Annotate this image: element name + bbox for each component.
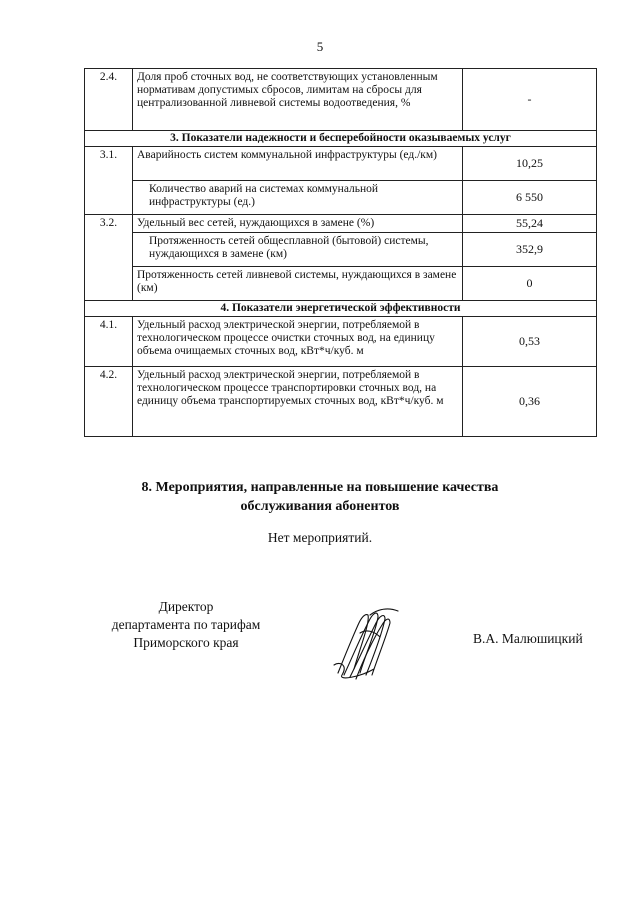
table-subrow [85,181,597,215]
subrow-value: 6 550 [463,181,597,215]
row-value: 0,53 [463,317,597,367]
table-subrow [85,267,597,301]
row-value: - [463,69,597,131]
row-value: 55,24 [463,215,597,233]
row-name: Доля проб сточных вод, не соответствующих установленным нормативам допустимых сбросов, лимитам на сбросы для централизованной ливневой системы водоотведения, % [133,69,463,131]
indicators-table [84,68,597,437]
section-row [85,301,597,317]
subrow-name: Протяженность сетей общесплавной (бытовой) системы, нуждающихся в замене (км) [133,233,463,267]
row-name: Аварийность систем коммунальной инфраструктуры (ед./км) [133,147,463,181]
no-measures-text: Нет мероприятий. [267,530,373,545]
table-row [85,367,597,437]
row-value: 10,25 [463,147,597,181]
table-row [85,147,597,181]
subrow-value: 0 [463,267,597,301]
signatory-region: Приморского края [133,635,239,650]
section-8-heading [0,478,640,516]
row-number: 4.2. [85,367,133,437]
row-number: 2.4. [85,69,133,131]
indicators-table-container [84,68,596,437]
table-row [85,317,597,367]
section-8-heading-line2: обслуживания абонентов [240,499,400,514]
section-title: 3. Показатели надежности и бесперебойности оказываемых услуг [85,131,597,147]
signatory-name: В.А. Малюшицкий [473,631,583,646]
row-name: Удельный расход электрической энергии, потребляемой в технологическом процессе транспортировки сточных вод, на единицу объема транспортируемых сточных вод, кВт*ч/куб. м [133,367,463,437]
row-name: Удельный расход электрической энергии, потребляемой в технологическом процессе очистки сточных вод, на единицу объема очищаемых сточных вод, кВт*ч/куб. м [133,317,463,367]
table-row [85,215,597,233]
handwritten-signature [330,603,400,683]
subrow-value: 352,9 [463,233,597,267]
section-8-heading-line1: 8. Мероприятия, направленные на повышение качества [141,480,499,495]
signatory-title: Директор [158,599,214,614]
section-title: 4. Показатели энергетической эффективности [85,301,597,317]
subrow-name: Протяженность сетей ливневой системы, нуждающихся в замене (км) [133,267,463,301]
row-number: 4.1. [85,317,133,367]
signatory-department: департамента по тарифам [111,617,261,632]
table-row [85,69,597,131]
row-number: 3.1. [85,147,133,215]
row-number: 3.2. [85,215,133,301]
table-subrow [85,233,597,267]
row-name: Удельный вес сетей, нуждающихся в замене (%) [133,215,463,233]
page-number: 5 [316,39,324,54]
signatory-position [96,598,276,652]
row-value: 0,36 [463,367,597,437]
section-row [85,131,597,147]
subrow-name: Количество аварий на системах коммунальной инфраструктуры (ед.) [133,181,463,215]
